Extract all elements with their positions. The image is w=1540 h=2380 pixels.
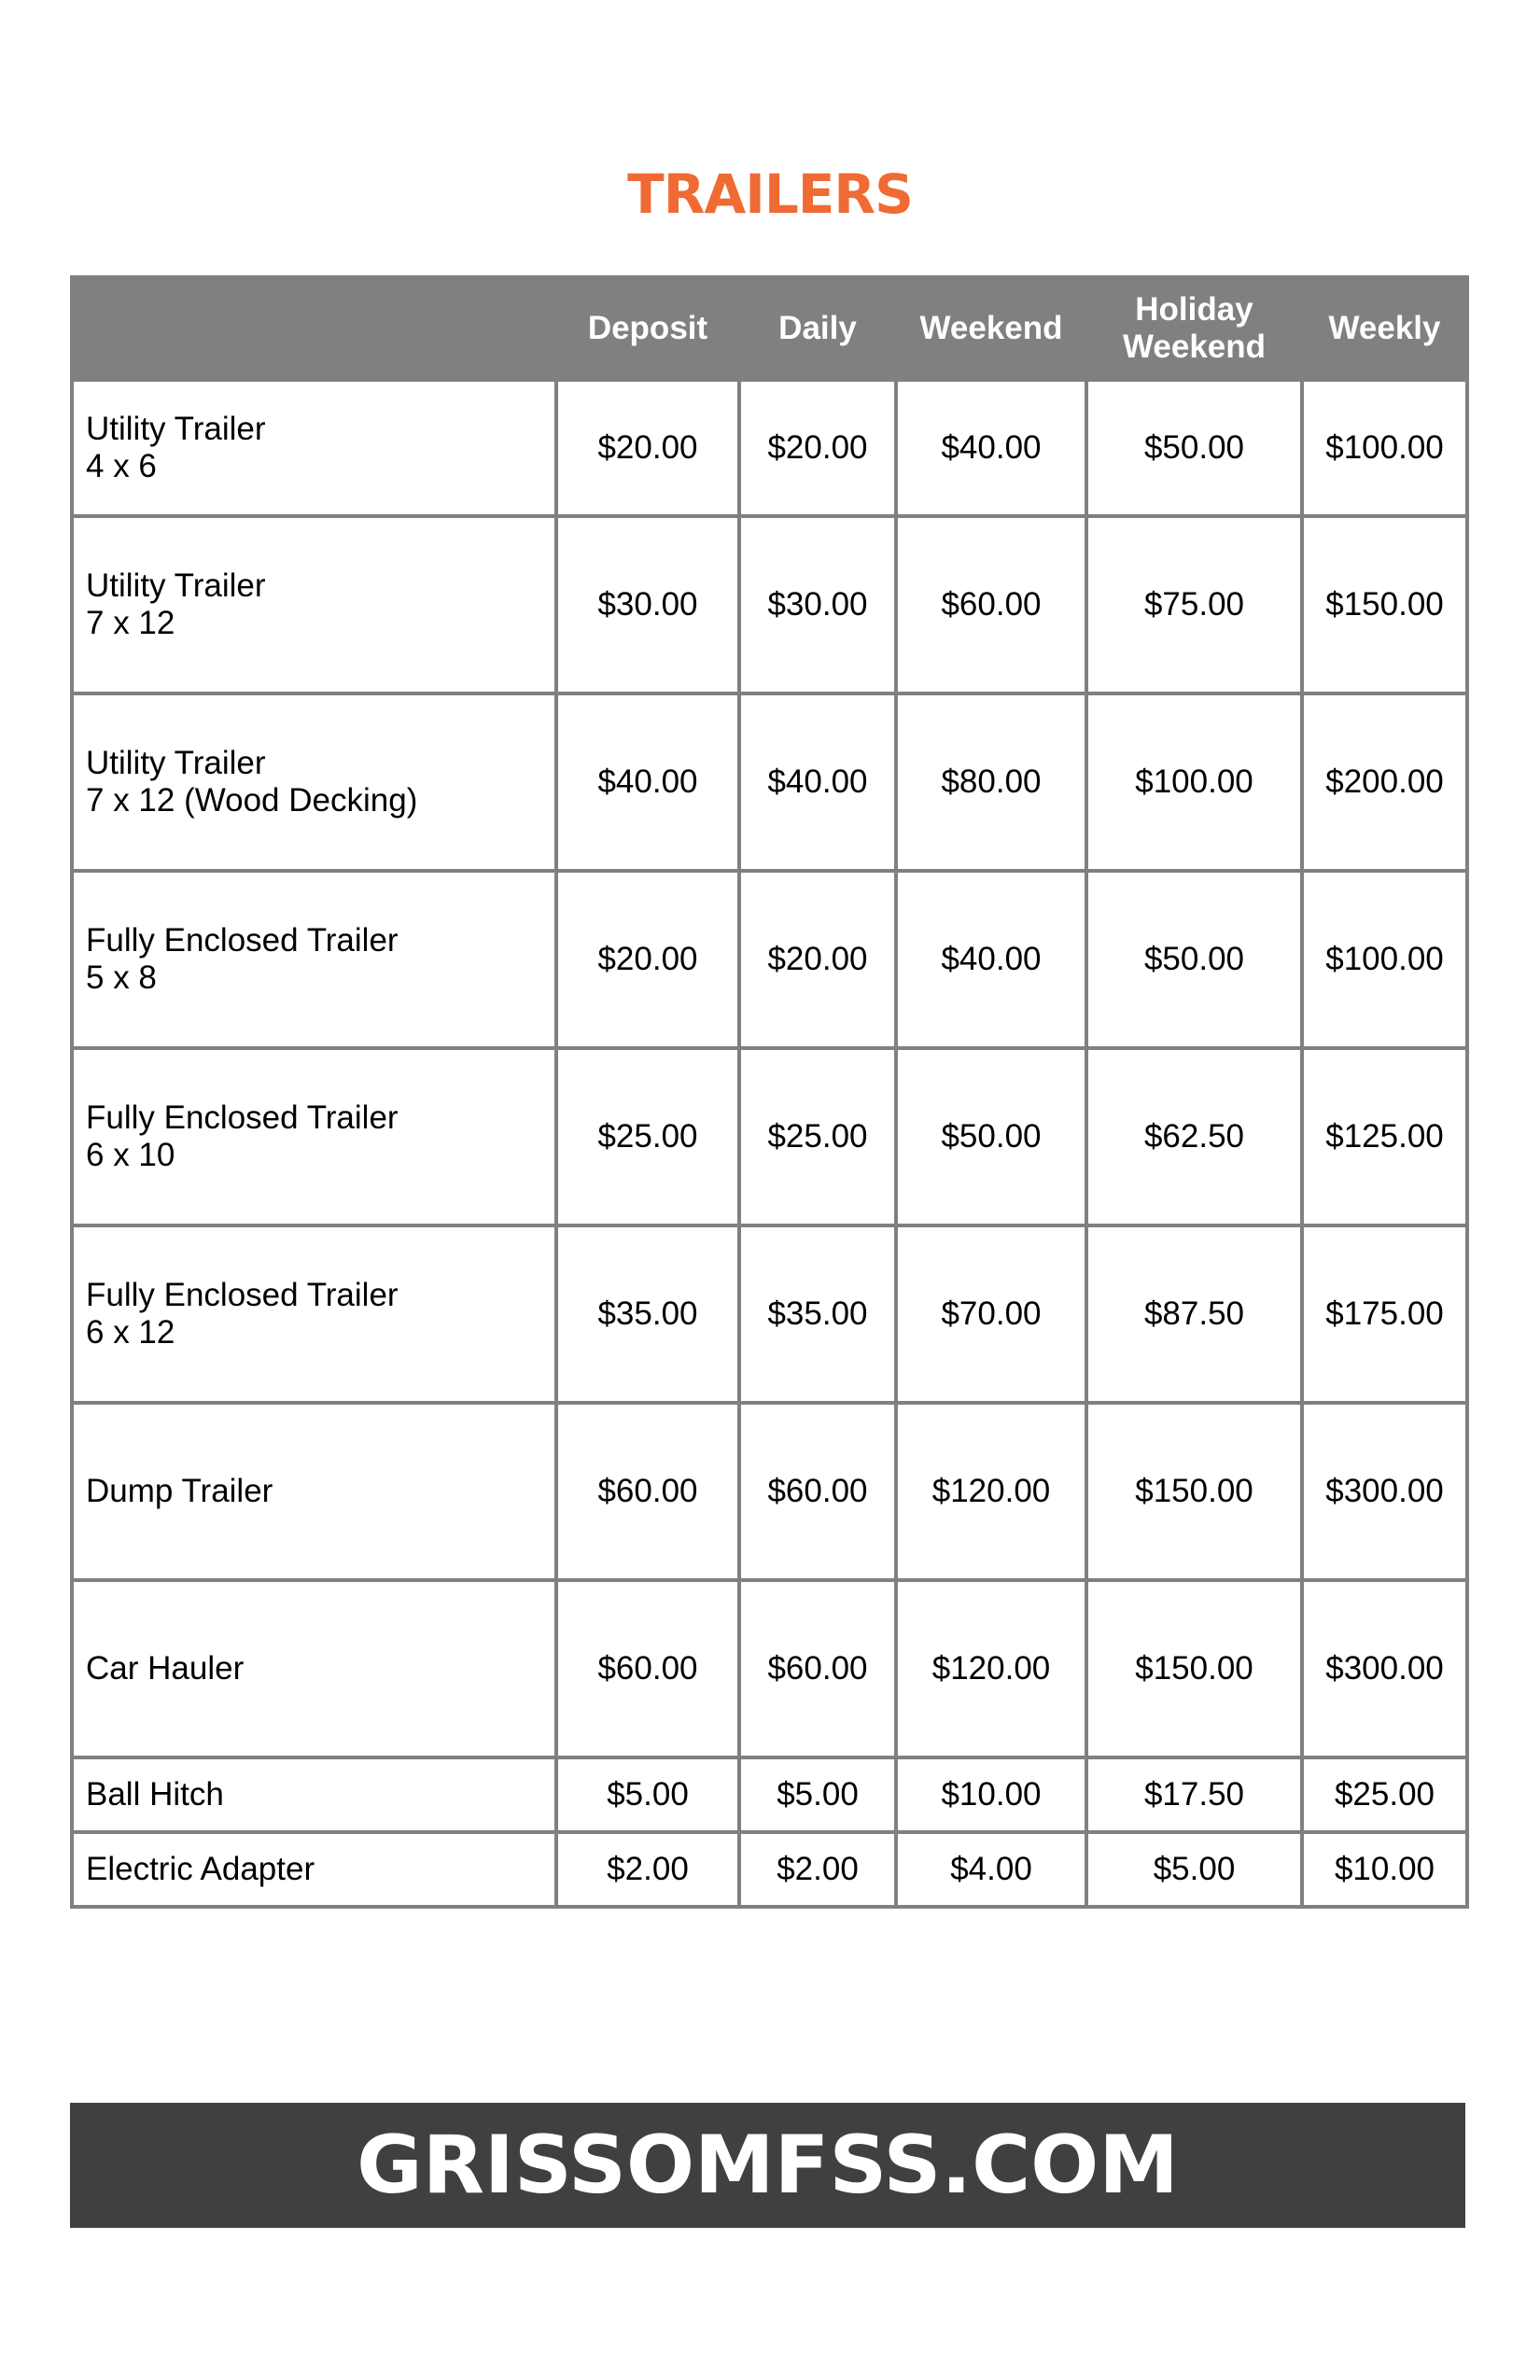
weekend-cell: $120.00	[896, 1580, 1086, 1757]
daily-cell: $5.00	[739, 1757, 896, 1832]
holiday-weekend-cell: $75.00	[1086, 516, 1302, 693]
holiday-weekend-cell: $150.00	[1086, 1403, 1302, 1580]
weekly-cell: $150.00	[1302, 516, 1467, 693]
item-name: Utility Trailer 7 x 12	[72, 516, 556, 693]
header-holiday-line1: Holiday	[1135, 291, 1253, 328]
header-item	[72, 277, 556, 380]
weekend-cell: $4.00	[896, 1832, 1086, 1907]
weekend-cell: $80.00	[896, 693, 1086, 871]
item-name: Utility Trailer 7 x 12 (Wood Decking)	[72, 693, 556, 871]
holiday-weekend-cell: $87.50	[1086, 1225, 1302, 1403]
weekend-cell: $40.00	[896, 380, 1086, 516]
table-row	[72, 1048, 1467, 1225]
header-deposit: Deposit	[556, 277, 739, 380]
weekly-cell: $125.00	[1302, 1048, 1467, 1225]
header-weekly: Weekly	[1302, 277, 1467, 380]
daily-cell: $2.00	[739, 1832, 896, 1907]
holiday-weekend-cell: $150.00	[1086, 1580, 1302, 1757]
item-name: Fully Enclosed Trailer 5 x 8	[72, 871, 556, 1048]
deposit-cell: $5.00	[556, 1757, 739, 1832]
weekly-cell: $300.00	[1302, 1403, 1467, 1580]
deposit-cell: $20.00	[556, 380, 739, 516]
weekly-cell: $25.00	[1302, 1757, 1467, 1832]
daily-cell: $60.00	[739, 1580, 896, 1757]
header-weekend: Weekend	[896, 277, 1086, 380]
table-row	[72, 1757, 1467, 1832]
weekly-cell: $10.00	[1302, 1832, 1467, 1907]
holiday-weekend-cell: $17.50	[1086, 1757, 1302, 1832]
table-row	[72, 1403, 1467, 1580]
weekend-cell: $60.00	[896, 516, 1086, 693]
table-row	[72, 693, 1467, 871]
weekend-cell: $10.00	[896, 1757, 1086, 1832]
holiday-weekend-cell: $5.00	[1086, 1832, 1302, 1907]
weekly-cell: $100.00	[1302, 380, 1467, 516]
weekend-cell: $50.00	[896, 1048, 1086, 1225]
weekly-cell: $300.00	[1302, 1580, 1467, 1757]
table-row	[72, 871, 1467, 1048]
deposit-cell: $60.00	[556, 1580, 739, 1757]
item-name: Fully Enclosed Trailer 6 x 12	[72, 1225, 556, 1403]
table-row	[72, 1225, 1467, 1403]
page-title: TRAILERS	[627, 162, 913, 226]
weekly-cell: $200.00	[1302, 693, 1467, 871]
weekend-cell: $70.00	[896, 1225, 1086, 1403]
table-row	[72, 516, 1467, 693]
holiday-weekend-cell: $100.00	[1086, 693, 1302, 871]
rates-table	[70, 275, 1469, 1909]
header-holiday-line2: Weekend	[1122, 329, 1267, 365]
deposit-cell: $30.00	[556, 516, 739, 693]
weekly-cell: $175.00	[1302, 1225, 1467, 1403]
holiday-weekend-cell: $50.00	[1086, 380, 1302, 516]
deposit-cell: $60.00	[556, 1403, 739, 1580]
weekly-cell: $100.00	[1302, 871, 1467, 1048]
weekend-cell: $120.00	[896, 1403, 1086, 1580]
deposit-cell: $25.00	[556, 1048, 739, 1225]
daily-cell: $30.00	[739, 516, 896, 693]
item-name: Fully Enclosed Trailer 6 x 10	[72, 1048, 556, 1225]
weekend-cell: $40.00	[896, 871, 1086, 1048]
daily-cell: $20.00	[739, 871, 896, 1048]
header-daily: Daily	[739, 277, 896, 380]
deposit-cell: $35.00	[556, 1225, 739, 1403]
header-row	[72, 277, 1467, 380]
holiday-weekend-cell: $50.00	[1086, 871, 1302, 1048]
item-name: Car Hauler	[72, 1580, 556, 1757]
daily-cell: $20.00	[739, 380, 896, 516]
item-name: Ball Hitch	[72, 1757, 556, 1832]
deposit-cell: $2.00	[556, 1832, 739, 1907]
daily-cell: $40.00	[739, 693, 896, 871]
daily-cell: $35.00	[739, 1225, 896, 1403]
daily-cell: $25.00	[739, 1048, 896, 1225]
website-banner: GRISSOMFSS.COM	[70, 2103, 1465, 2228]
item-name: Dump Trailer	[72, 1403, 556, 1580]
table-row	[72, 1580, 1467, 1757]
item-name: Utility Trailer 4 x 6	[72, 380, 556, 516]
deposit-cell: $20.00	[556, 871, 739, 1048]
item-name: Electric Adapter	[72, 1832, 556, 1907]
header-holiday-weekend	[1086, 277, 1302, 380]
daily-cell: $60.00	[739, 1403, 896, 1580]
holiday-weekend-cell: $62.50	[1086, 1048, 1302, 1225]
table-row	[72, 1832, 1467, 1907]
deposit-cell: $40.00	[556, 693, 739, 871]
table-row	[72, 380, 1467, 516]
